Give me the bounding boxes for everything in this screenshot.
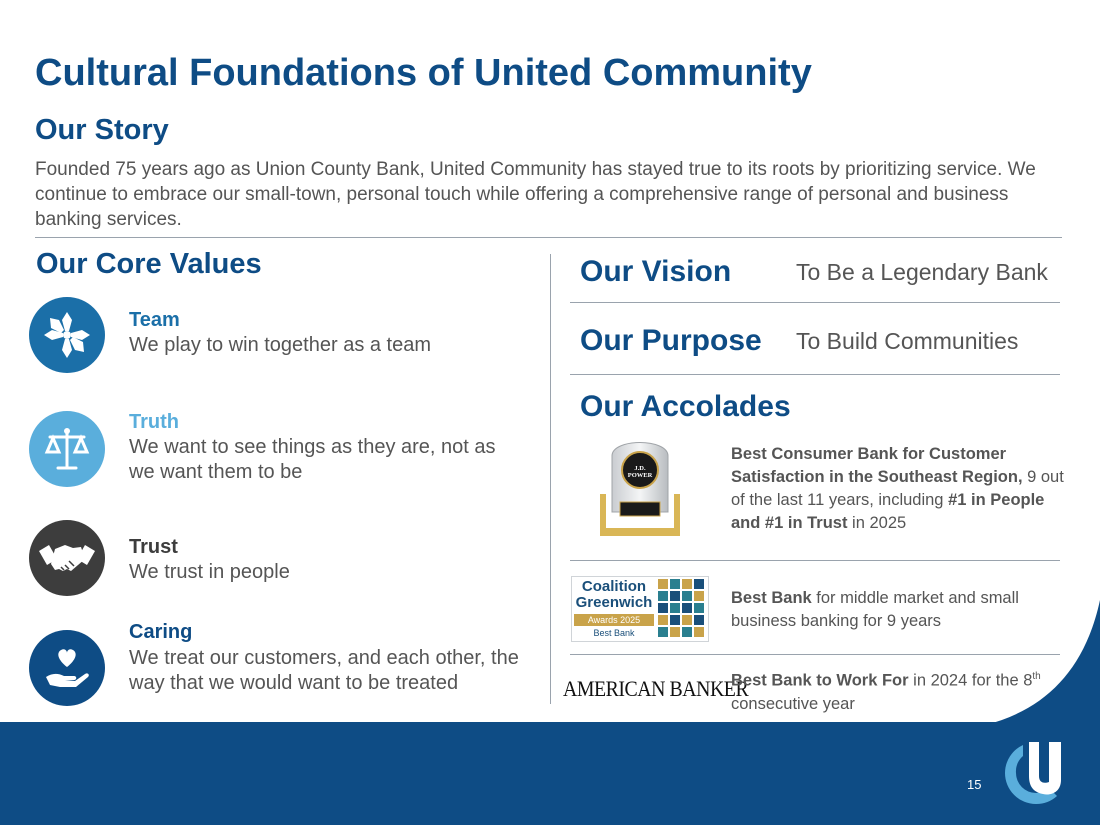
value-text-trust: We trust in people — [129, 561, 290, 583]
coalition-greenwich-logo — [571, 576, 709, 642]
column-divider — [550, 254, 551, 704]
jd-power-trophy — [598, 432, 682, 538]
heart-hand-icon — [29, 630, 105, 706]
purpose-divider — [570, 374, 1060, 375]
united-community-logo — [1003, 740, 1069, 806]
page-number: 15 — [967, 777, 982, 792]
accolade-bold: #1 in People and #1 in Trust — [731, 491, 1045, 532]
accolade-divider-1 — [570, 560, 1060, 561]
purpose-value: To Build Communities — [796, 328, 1019, 354]
value-text-caring: We treat our customers, and each other, the way that we would want to be treated — [129, 647, 519, 694]
accolade-bold: Best Consumer Bank for Customer Satisfaction in the Southeast Region, — [731, 445, 1023, 486]
story-divider — [35, 237, 1062, 238]
handshake-icon — [29, 520, 105, 596]
team-hands-icon — [29, 297, 105, 373]
cg-grid-icon — [658, 579, 706, 639]
value-title-caring: Caring — [129, 621, 193, 643]
vision-value: To Be a Legendary Bank — [796, 259, 1048, 285]
accolade-bold: Best Bank — [731, 589, 812, 607]
value-title-team: Team — [129, 309, 180, 331]
story-heading: Our Story — [35, 114, 169, 146]
cg-logo-line1: Coalition — [581, 578, 647, 595]
vision-divider — [570, 302, 1060, 303]
value-text-truth: We want to see things as they are, not as we want them to be — [129, 436, 496, 483]
value-title-truth: Truth — [129, 411, 179, 433]
accolade-normal: in 2025 — [847, 514, 907, 532]
purpose-heading: Our Purpose — [580, 324, 762, 357]
accolade-text-jd-power — [731, 443, 1076, 535]
american-banker-logo: AMERICAN BANKER — [563, 676, 749, 701]
footer-swoosh — [985, 600, 1100, 725]
vision-heading: Our Vision — [580, 255, 732, 288]
cg-best-bank: Best Bank — [593, 628, 635, 638]
value-title-trust: Trust — [129, 536, 178, 558]
accolade-normal: for middle market and small business banking for 9 years — [731, 589, 1019, 630]
cg-logo-line2: Greenwich — [575, 594, 653, 611]
jd-power-label: J.D. POWER — [627, 465, 653, 479]
accolade-normal: 9 out of the last 11 years, including — [731, 468, 1064, 509]
accolades-heading: Our Accolades — [580, 390, 791, 423]
cg-awards-band: Awards 2025 — [574, 614, 654, 626]
ordinal-suffix: th — [1032, 671, 1041, 682]
accolade-bold: Best Bank to Work For — [731, 671, 909, 690]
footer-band — [0, 722, 1100, 825]
scales-icon — [29, 411, 105, 487]
page-title: Cultural Foundations of United Community — [35, 52, 812, 94]
cg-logo-text — [574, 579, 654, 611]
story-text: Founded 75 years ago as Union County Bank, United Community has stayed true to its roots by prioritizing service. We continue to embrace our small-town, personal touch while offering a comprehensive range of personal and business banking services. — [35, 159, 1036, 230]
accolade-normal: in 2024 for the 8 — [908, 671, 1033, 690]
value-text-team: We play to win together as a team — [129, 334, 432, 356]
accolade-normal: consecutive year — [731, 694, 855, 713]
core-values-heading: Our Core Values — [36, 248, 262, 280]
